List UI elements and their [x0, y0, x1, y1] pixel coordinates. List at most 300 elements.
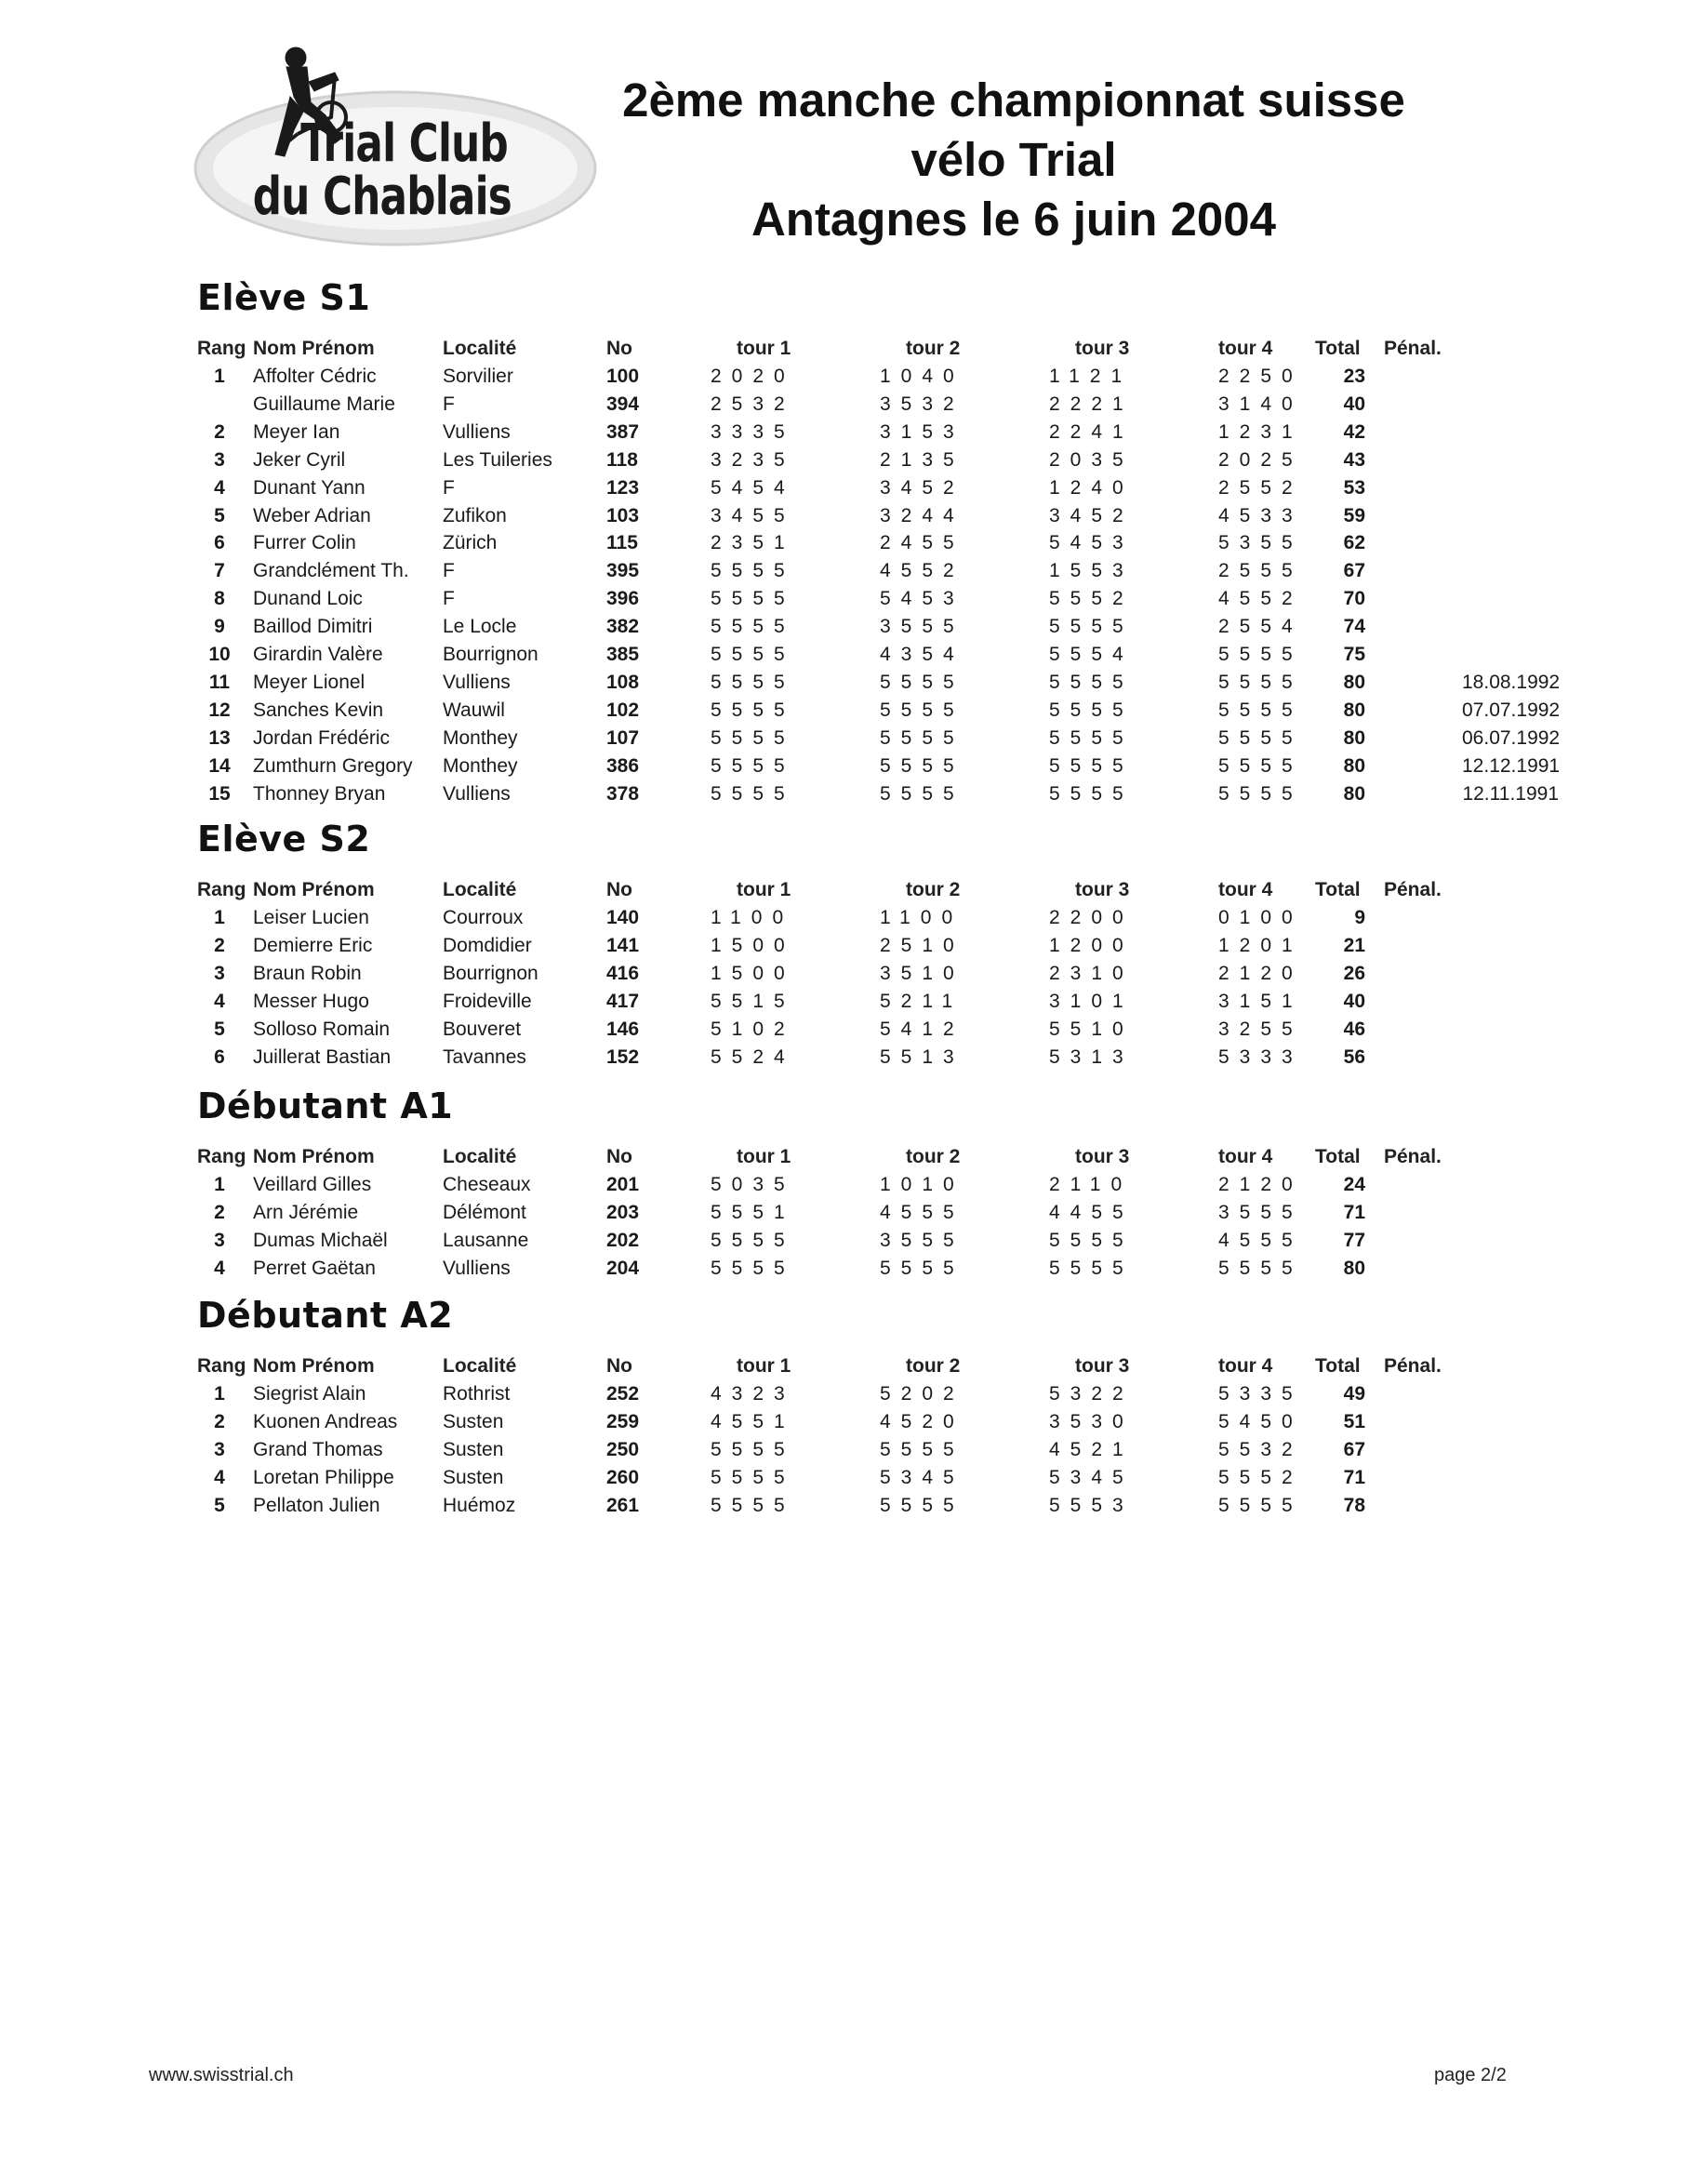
number-cell: 115: [606, 532, 638, 554]
name-cell: Sanches Kevin: [253, 699, 384, 721]
tour3-cell: 5453: [1049, 532, 1134, 554]
tour1-cell: 5102: [711, 1018, 795, 1040]
total-cell: 40: [1343, 990, 1365, 1012]
tour2-cell: 3555: [880, 1229, 964, 1251]
number-cell: 417: [606, 990, 640, 1012]
tour4-cell: 5555: [1218, 1257, 1303, 1279]
table-row: [0, 529, 1688, 557]
column-header-loc: Localité: [443, 1355, 517, 1377]
tour4-cell: 2552: [1218, 476, 1303, 499]
number-cell: 394: [606, 393, 640, 415]
column-header-name: Nom Prénom: [253, 1146, 375, 1167]
tour3-cell: 5555: [1049, 616, 1134, 638]
tour2-cell: 5412: [880, 1018, 964, 1040]
column-header-loc: Localité: [443, 879, 517, 900]
rank-cell: 8: [214, 588, 225, 610]
tour4-cell: 4552: [1218, 588, 1303, 610]
tour1-cell: 5555: [711, 1438, 795, 1460]
name-cell: Messer Hugo: [253, 990, 369, 1012]
rank-cell: 10: [208, 644, 231, 665]
name-cell: Girardin Valère: [253, 644, 383, 665]
total-cell: 49: [1343, 1383, 1365, 1405]
tour1-cell: 5555: [711, 560, 795, 582]
tour2-cell: 5555: [880, 754, 964, 777]
table-header: [0, 1352, 1688, 1380]
rank-cell: 14: [208, 754, 231, 777]
tour3-cell: 5555: [1049, 671, 1134, 693]
tour4-cell: 3255: [1218, 1018, 1303, 1040]
column-header-t1: tour 1: [737, 338, 791, 359]
tour1-cell: 5555: [711, 588, 795, 610]
rank-cell: 4: [214, 1466, 225, 1488]
name-cell: Meyer Lionel: [253, 671, 366, 693]
total-cell: 70: [1343, 588, 1365, 610]
rank-cell: 1: [214, 907, 225, 928]
table-row: [0, 419, 1688, 446]
total-cell: 80: [1343, 782, 1365, 805]
rank-cell: 5: [214, 1494, 225, 1516]
total-cell: 75: [1343, 644, 1365, 665]
tour3-cell: 5554: [1049, 644, 1134, 665]
column-header-no: No: [606, 879, 632, 900]
column-header-loc: Localité: [443, 1146, 517, 1167]
tour2-cell: 5555: [880, 671, 964, 693]
total-cell: 59: [1343, 504, 1365, 526]
column-header-t2: tour 2: [906, 1146, 961, 1167]
locality-cell: Rothrist: [443, 1383, 511, 1405]
tour4-cell: 3140: [1218, 393, 1303, 415]
tour3-cell: 5555: [1049, 754, 1134, 777]
name-cell: Dumas Michaël: [253, 1229, 388, 1251]
number-cell: 386: [606, 754, 640, 777]
tour4-cell: 5450: [1218, 1410, 1303, 1432]
tour4-cell: 5555: [1218, 644, 1303, 665]
name-cell: Thonney Bryan: [253, 782, 386, 805]
table-row: [0, 1464, 1688, 1492]
tour1-cell: 5515: [711, 990, 795, 1012]
title-line: vélo Trial: [910, 133, 1117, 186]
tour2-cell: 5453: [880, 588, 964, 610]
tour1-cell: 5524: [711, 1045, 795, 1068]
table-row: [0, 932, 1688, 960]
rank-cell: 6: [214, 1045, 225, 1068]
column-header-no: No: [606, 1146, 632, 1167]
locality-cell: Sorvilier: [443, 366, 513, 387]
tour2-cell: 3510: [880, 962, 964, 984]
tour1-cell: 1100: [711, 907, 794, 928]
column-header-no: No: [606, 1355, 632, 1377]
total-cell: 51: [1343, 1410, 1365, 1432]
table-row: [0, 585, 1688, 613]
rank-cell: 2: [214, 1201, 225, 1223]
tour3-cell: 5555: [1049, 1229, 1134, 1251]
number-cell: 259: [606, 1410, 640, 1432]
name-cell: Furrer Colin: [253, 532, 356, 554]
tour1-cell: 1500: [711, 962, 795, 984]
tour2-cell: 3244: [880, 504, 964, 526]
number-cell: 203: [606, 1201, 640, 1223]
tour4-cell: 5555: [1218, 671, 1303, 693]
column-header-t2: tour 2: [906, 879, 961, 900]
tour1-cell: 5555: [711, 1229, 795, 1251]
name-cell: Juillerat Bastian: [253, 1045, 392, 1068]
name-cell: Meyer Ian: [253, 420, 340, 443]
tour3-cell: 2221: [1049, 393, 1134, 415]
tour1-cell: 5035: [711, 1174, 795, 1195]
tour4-cell: 3151: [1218, 990, 1303, 1012]
tour4-cell: 4555: [1218, 1229, 1303, 1251]
tour3-cell: 4455: [1049, 1201, 1134, 1223]
tour4-cell: 5552: [1218, 1466, 1303, 1488]
document-title: [521, 71, 1507, 249]
column-header-total: Total: [1315, 1355, 1361, 1377]
name-cell: Solloso Romain: [253, 1018, 391, 1040]
tour3-cell: 2110: [1049, 1174, 1133, 1195]
tour2-cell: 5555: [880, 1257, 964, 1279]
column-header-rang: Rang: [197, 879, 246, 900]
table-row: [0, 446, 1688, 474]
table-row: [0, 725, 1688, 752]
name-cell: Guillaume Marie: [253, 393, 395, 415]
tour4-cell: 5335: [1218, 1383, 1303, 1405]
table-row: [0, 1492, 1688, 1520]
number-cell: 107: [606, 726, 640, 749]
table-row: [0, 641, 1688, 669]
locality-cell: Délémont: [443, 1201, 526, 1223]
name-cell: Grandclément Th.: [253, 560, 409, 582]
tour4-cell: 2120: [1218, 962, 1303, 984]
name-cell: Grand Thomas: [253, 1438, 383, 1460]
total-cell: 53: [1343, 476, 1365, 499]
tour2-cell: 2135: [880, 448, 964, 471]
name-cell: Jordan Frédéric: [253, 726, 391, 749]
tour3-cell: 5510: [1049, 1018, 1134, 1040]
name-cell: Baillod Dimitri: [253, 616, 373, 638]
column-header-rang: Rang: [197, 1355, 246, 1377]
locality-cell: F: [443, 588, 455, 610]
locality-cell: Huémoz: [443, 1494, 516, 1516]
column-header-pen: Pénal.: [1384, 879, 1442, 900]
rank-cell: 11: [208, 671, 231, 693]
number-cell: 250: [606, 1438, 640, 1460]
tour2-cell: 5555: [880, 726, 964, 749]
tour1-cell: 5555: [711, 644, 795, 665]
rank-cell: 3: [214, 1229, 225, 1251]
tour2-cell: 4520: [880, 1410, 964, 1432]
number-cell: 201: [606, 1174, 640, 1195]
section-title: Elève S1: [197, 277, 371, 318]
rank-cell: 3: [214, 962, 225, 984]
tour1-cell: 5555: [711, 1494, 795, 1516]
table-header: [0, 335, 1688, 363]
svg-text:du Chablais: du Chablais: [252, 165, 512, 227]
tour2-cell: 4552: [880, 560, 964, 582]
column-header-pen: Pénal.: [1384, 338, 1442, 359]
tour1-cell: 5555: [711, 616, 795, 638]
rank-cell: 4: [214, 1257, 225, 1279]
rank-cell: 5: [214, 1018, 225, 1040]
number-cell: 140: [606, 907, 640, 928]
tour1-cell: 3335: [711, 420, 795, 443]
title-line: Antagnes le 6 juin 2004: [751, 193, 1277, 246]
tour3-cell: 1240: [1049, 476, 1134, 499]
number-cell: 395: [606, 560, 640, 582]
column-header-total: Total: [1315, 338, 1361, 359]
tour4-cell: 5532: [1218, 1438, 1303, 1460]
section-title: Débutant A1: [197, 1085, 454, 1126]
number-cell: 204: [606, 1257, 640, 1279]
tour3-cell: 5345: [1049, 1466, 1134, 1488]
locality-cell: Susten: [443, 1466, 504, 1488]
table-row: [0, 1436, 1688, 1464]
column-header-t4: tour 4: [1218, 879, 1273, 900]
locality-cell: Courroux: [443, 907, 524, 928]
locality-cell: Vulliens: [443, 1257, 511, 1279]
tour3-cell: 5555: [1049, 782, 1134, 805]
tour2-cell: 1040: [880, 366, 964, 387]
tour2-cell: 5345: [880, 1466, 964, 1488]
locality-cell: F: [443, 476, 455, 499]
locality-cell: Zürich: [443, 532, 498, 554]
column-header-t2: tour 2: [906, 338, 961, 359]
rank-cell: 9: [214, 616, 225, 638]
tour2-cell: 5555: [880, 1494, 964, 1516]
column-header-t3: tour 3: [1075, 338, 1130, 359]
number-cell: 141: [606, 934, 640, 956]
locality-cell: Susten: [443, 1438, 504, 1460]
number-cell: 152: [606, 1045, 640, 1068]
locality-cell: Cheseaux: [443, 1174, 531, 1195]
tour1-cell: 2020: [711, 366, 795, 387]
tour2-cell: 4555: [880, 1201, 964, 1223]
penalty-date-cell: 06.07.1992: [1462, 726, 1561, 749]
rank-cell: 1: [214, 1383, 225, 1405]
table-row: [0, 960, 1688, 988]
column-header-total: Total: [1315, 879, 1361, 900]
number-cell: 385: [606, 644, 640, 665]
name-cell: Weber Adrian: [253, 504, 371, 526]
tour2-cell: 3532: [880, 393, 964, 415]
table-row: [0, 780, 1688, 808]
total-cell: 9: [1354, 907, 1365, 928]
number-cell: 108: [606, 671, 640, 693]
rank-cell: 4: [214, 476, 225, 499]
total-cell: 67: [1343, 1438, 1365, 1460]
tour4-cell: 0100: [1218, 907, 1303, 928]
column-header-name: Nom Prénom: [253, 338, 375, 359]
name-cell: Pellaton Julien: [253, 1494, 380, 1516]
tour3-cell: 5552: [1049, 588, 1134, 610]
tour4-cell: 2120: [1218, 1174, 1303, 1195]
tour3-cell: 2200: [1049, 907, 1134, 928]
tour4-cell: 3555: [1218, 1201, 1303, 1223]
total-cell: 40: [1343, 393, 1365, 415]
tour1-cell: 5454: [711, 476, 795, 499]
total-cell: 80: [1343, 699, 1365, 721]
column-header-pen: Pénal.: [1384, 1355, 1442, 1377]
tour1-cell: 5555: [711, 754, 795, 777]
column-header-t2: tour 2: [906, 1355, 961, 1377]
total-cell: 80: [1343, 726, 1365, 749]
name-cell: Jeker Cyril: [253, 448, 346, 471]
tour4-cell: 2025: [1218, 448, 1303, 471]
table-row: [0, 1016, 1688, 1044]
total-cell: 80: [1343, 671, 1365, 693]
table-row: [0, 1044, 1688, 1072]
number-cell: 378: [606, 782, 640, 805]
svg-text:Trial Club: Trial Club: [300, 112, 508, 174]
total-cell: 62: [1343, 532, 1365, 554]
tour1-cell: 3455: [711, 504, 795, 526]
total-cell: 80: [1343, 754, 1365, 777]
locality-cell: Bouveret: [443, 1018, 522, 1040]
tour3-cell: 1121: [1049, 366, 1133, 387]
website-footer: www.swisstrial.ch: [149, 2065, 294, 2085]
rank-cell: 15: [208, 782, 231, 805]
locality-cell: F: [443, 393, 455, 415]
tour2-cell: 5513: [880, 1045, 964, 1068]
total-cell: 56: [1343, 1045, 1365, 1068]
number-cell: 416: [606, 962, 640, 984]
total-cell: 67: [1343, 560, 1365, 582]
tour2-cell: 3555: [880, 616, 964, 638]
tour3-cell: 4521: [1049, 1438, 1134, 1460]
rank-cell: 5: [214, 504, 225, 526]
tour4-cell: 5355: [1218, 532, 1303, 554]
tour1-cell: 5551: [711, 1201, 795, 1223]
tour2-cell: 2455: [880, 532, 964, 554]
tour1-cell: 3235: [711, 448, 795, 471]
tour4-cell: 1201: [1218, 934, 1303, 956]
table-row: [0, 1408, 1688, 1436]
number-cell: 202: [606, 1229, 640, 1251]
tour1-cell: 5555: [711, 726, 795, 749]
rank-cell: 1: [214, 1174, 225, 1195]
number-cell: 123: [606, 476, 640, 499]
tour4-cell: 5333: [1218, 1045, 1303, 1068]
tour1-cell: 5555: [711, 1257, 795, 1279]
locality-cell: Froideville: [443, 990, 532, 1012]
tour3-cell: 5555: [1049, 699, 1134, 721]
rank-cell: 7: [214, 560, 225, 582]
total-cell: 71: [1343, 1201, 1365, 1223]
total-cell: 43: [1343, 448, 1365, 471]
column-header-t1: tour 1: [737, 879, 791, 900]
name-cell: Dunant Yann: [253, 476, 366, 499]
tour2-cell: 4354: [880, 644, 964, 665]
tour1-cell: 5555: [711, 699, 795, 721]
title-line: 2ème manche championnat suisse: [622, 73, 1405, 127]
column-header-rang: Rang: [197, 1146, 246, 1167]
total-cell: 42: [1343, 420, 1365, 443]
tour1-cell: 5555: [711, 671, 795, 693]
column-header-loc: Localité: [443, 338, 517, 359]
tour2-cell: 1010: [880, 1174, 964, 1195]
table-row: [0, 613, 1688, 641]
locality-cell: Les Tuileries: [443, 448, 552, 471]
name-cell: Kuonen Andreas: [253, 1410, 398, 1432]
table-row: [0, 1227, 1688, 1255]
column-header-no: No: [606, 338, 632, 359]
tour2-cell: 2510: [880, 934, 964, 956]
table-row: [0, 988, 1688, 1016]
name-cell: Perret Gaëtan: [253, 1257, 376, 1279]
tour3-cell: 3452: [1049, 504, 1134, 526]
tour4-cell: 5555: [1218, 754, 1303, 777]
tour4-cell: 4533: [1218, 504, 1303, 526]
tour4-cell: 5555: [1218, 726, 1303, 749]
tour3-cell: 5313: [1049, 1045, 1134, 1068]
tour3-cell: 2035: [1049, 448, 1134, 471]
penalty-date-cell: 12.12.1991: [1462, 754, 1561, 777]
tour2-cell: 1100: [880, 907, 964, 928]
number-cell: 396: [606, 588, 640, 610]
name-cell: Leiser Lucien: [253, 907, 369, 928]
table-row: [0, 1199, 1688, 1227]
tour1-cell: 4323: [711, 1383, 795, 1405]
tour2-cell: 5202: [880, 1383, 964, 1405]
rank-cell: 12: [208, 699, 231, 721]
locality-cell: Vulliens: [443, 420, 511, 443]
table-row: [0, 697, 1688, 725]
column-header-t4: tour 4: [1218, 1146, 1273, 1167]
total-cell: 71: [1343, 1466, 1365, 1488]
total-cell: 21: [1343, 934, 1365, 956]
locality-cell: Vulliens: [443, 671, 511, 693]
total-cell: 80: [1343, 1257, 1365, 1279]
tour3-cell: 5555: [1049, 726, 1134, 749]
tour3-cell: 5555: [1049, 1257, 1134, 1279]
table-row: [0, 502, 1688, 530]
tour2-cell: 5555: [880, 1438, 964, 1460]
tour4-cell: 2554: [1218, 616, 1303, 638]
total-cell: 74: [1343, 616, 1365, 638]
number-cell: 100: [606, 366, 640, 387]
name-cell: Arn Jérémie: [253, 1201, 359, 1223]
tour3-cell: 5553: [1049, 1494, 1134, 1516]
tour4-cell: 2250: [1218, 366, 1303, 387]
table-row: [0, 391, 1688, 419]
tour1-cell: 5555: [711, 782, 795, 805]
rank-cell: 3: [214, 448, 225, 471]
name-cell: Affolter Cédric: [253, 366, 377, 387]
column-header-t4: tour 4: [1218, 338, 1273, 359]
tour1-cell: 2532: [711, 393, 795, 415]
tour2-cell: 3153: [880, 420, 964, 443]
name-cell: Loretan Philippe: [253, 1466, 394, 1488]
column-header-name: Nom Prénom: [253, 1355, 375, 1377]
locality-cell: Bourrignon: [443, 962, 538, 984]
name-cell: Demierre Eric: [253, 934, 373, 956]
tour3-cell: 3530: [1049, 1410, 1134, 1432]
total-cell: 26: [1343, 962, 1365, 984]
tour3-cell: 1553: [1049, 560, 1134, 582]
tour2-cell: 5555: [880, 699, 964, 721]
tour4-cell: 5555: [1218, 1494, 1303, 1516]
table-row: [0, 363, 1688, 391]
rank-cell: 2: [214, 420, 225, 443]
table-row: [0, 1171, 1688, 1199]
penalty-date-cell: 07.07.1992: [1462, 699, 1561, 721]
column-header-t3: tour 3: [1075, 1146, 1130, 1167]
rank-cell: 2: [214, 934, 225, 956]
locality-cell: Lausanne: [443, 1229, 529, 1251]
column-header-t4: tour 4: [1218, 1355, 1273, 1377]
locality-cell: Domdidier: [443, 934, 532, 956]
number-cell: 146: [606, 1018, 640, 1040]
column-header-name: Nom Prénom: [253, 879, 375, 900]
locality-cell: Susten: [443, 1410, 504, 1432]
